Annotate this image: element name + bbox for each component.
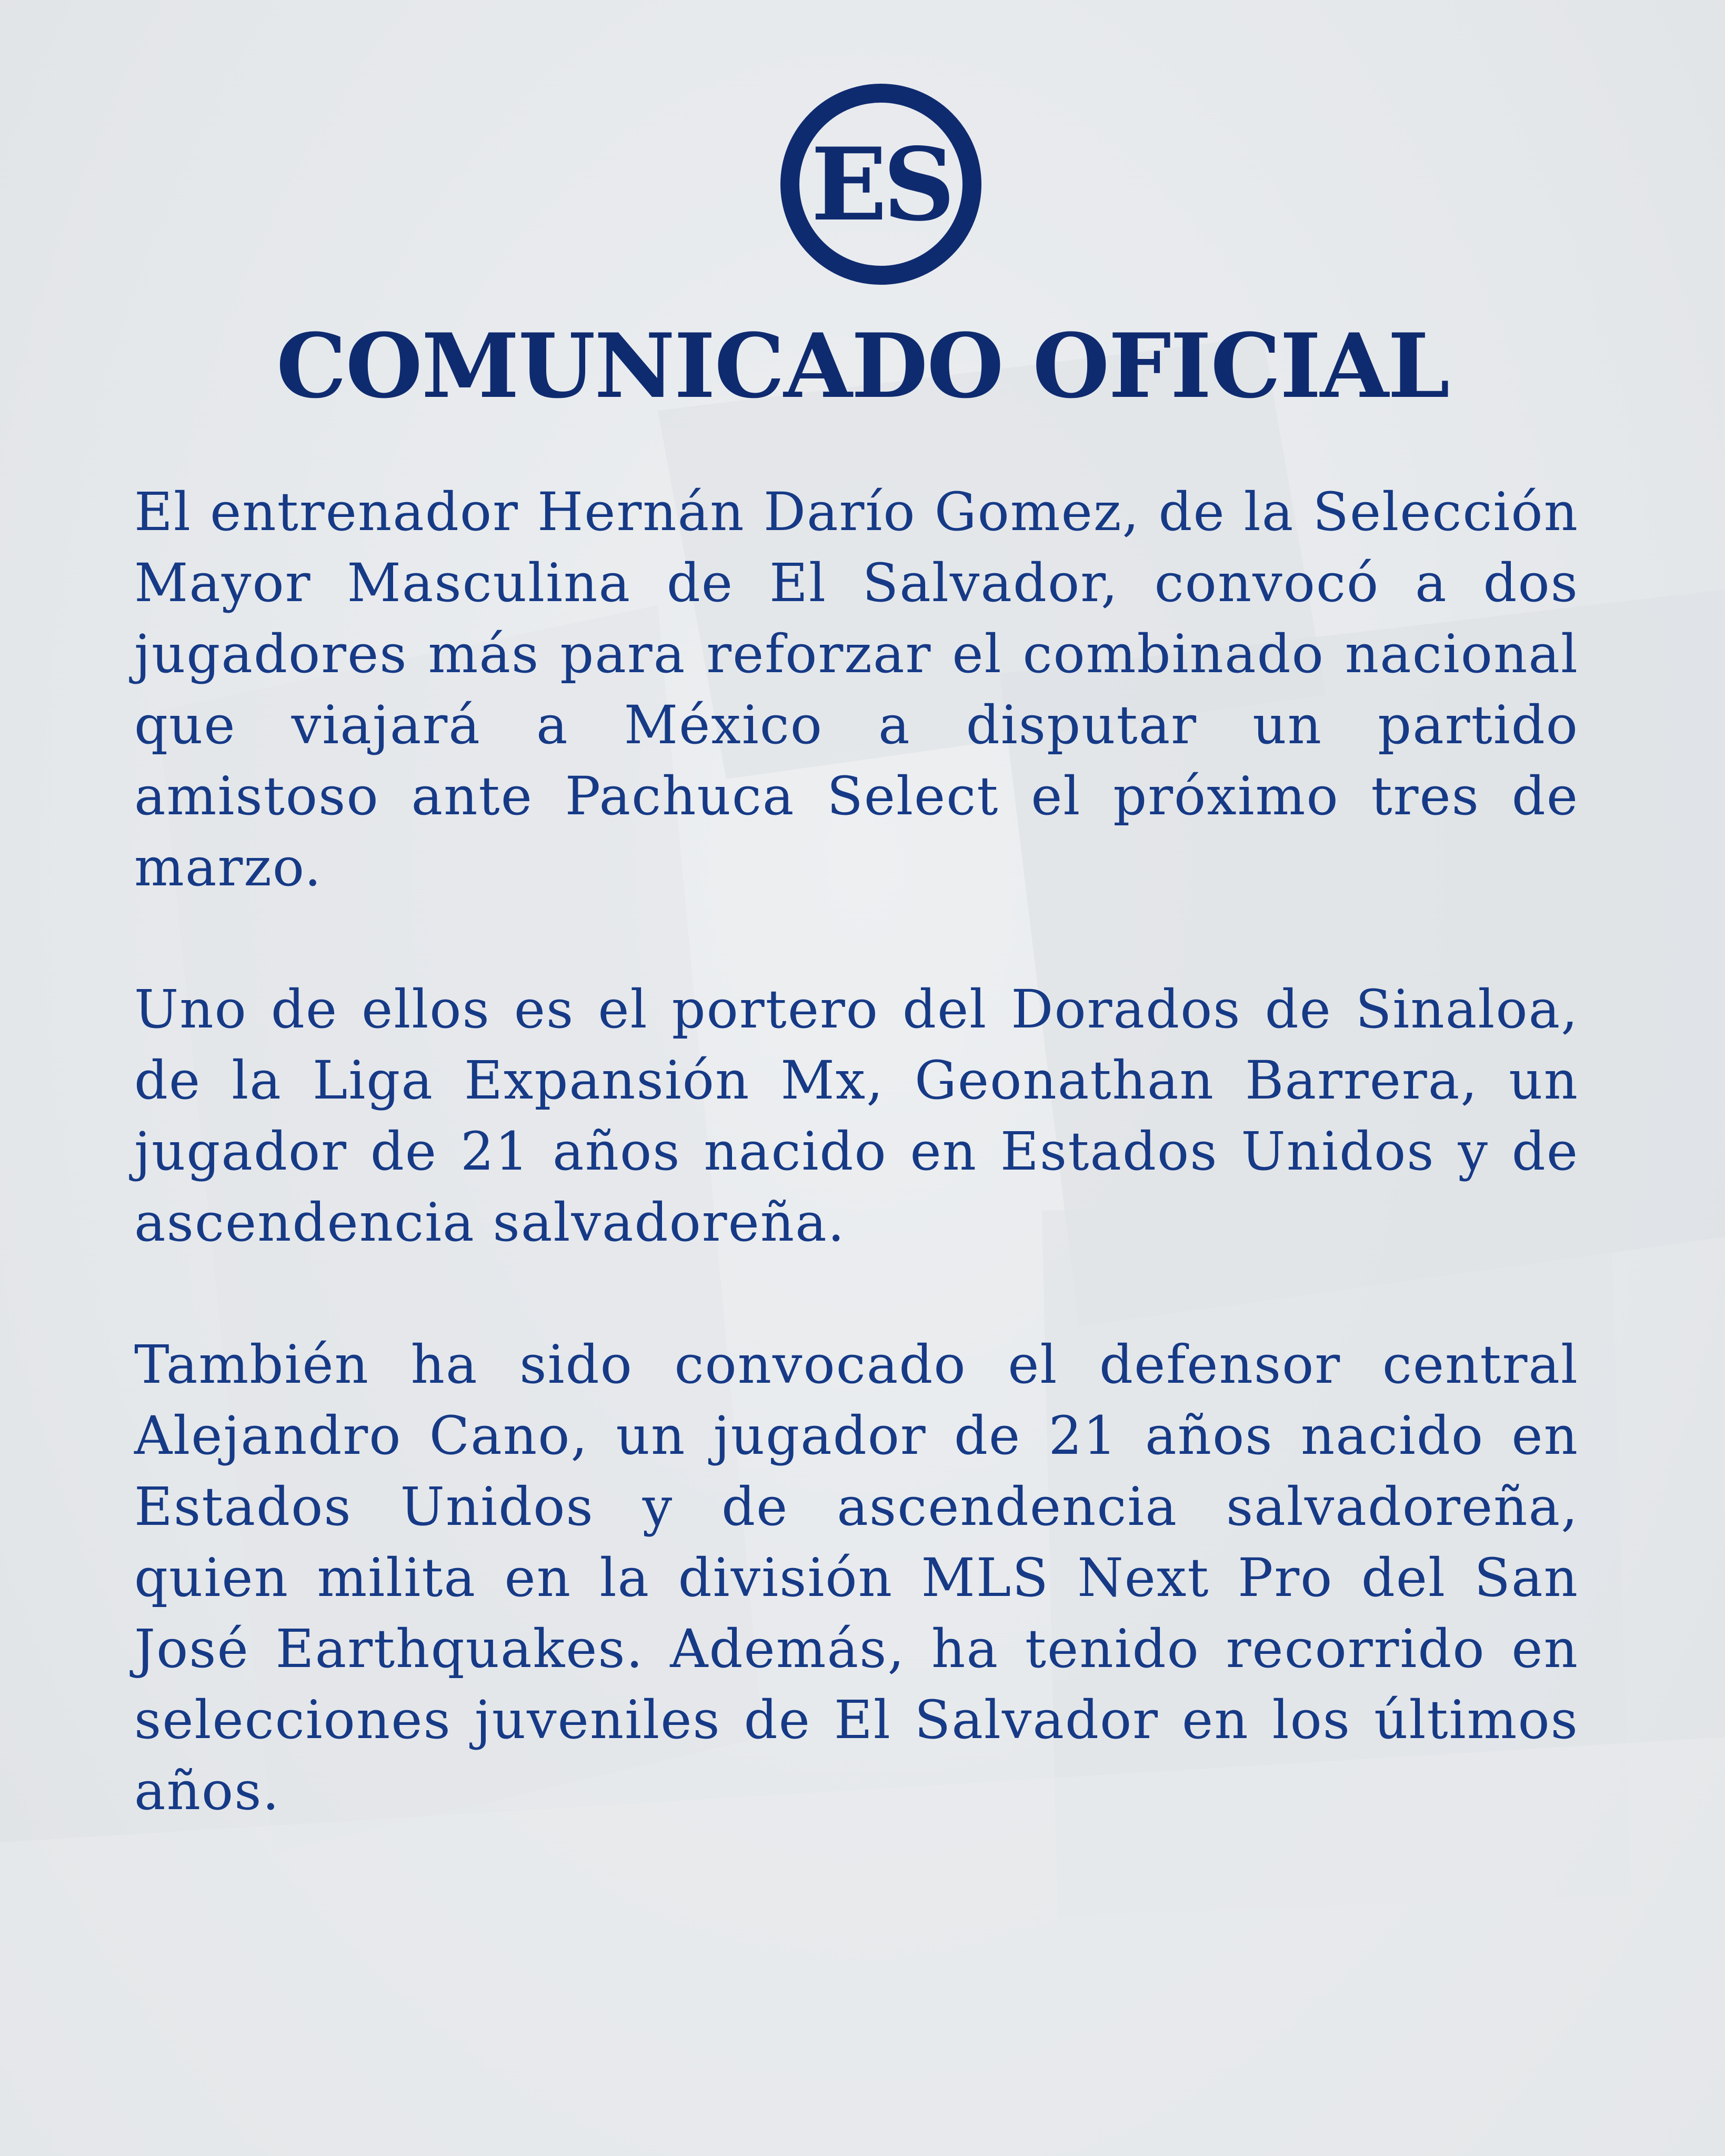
page-title: COMUNICADO OFICIAL: [276, 314, 1449, 418]
logo-text: ES: [810, 126, 951, 243]
es-logo: [778, 82, 984, 287]
announcement-body: [134, 476, 1579, 1898]
paragraph-1: El entrenador Hernán Darío Gomez, de la Selección Mayor Masculina de El Salvador, convocó a dos jugadores más para reforzar el combinado nacional que viajará a México a disputar un partido amistoso ante Pachuca Select el próximo tres de marzo.: [134, 481, 1579, 898]
paragraph-2: Uno de ellos es el portero del Dorados de Sinaloa, de la Liga Expansión Mx, Geonathan Barrera, un jugador de 21 años nacido en Estados Unidos y de ascendencia salvadoreña.: [134, 979, 1579, 1253]
paragraph-3: También ha sido convocado el defensor central Alejandro Cano, un jugador de 21 años nacido en Estados Unidos y de ascendencia salvadoreña, quien milita en la división MLS Next Pro del San José Earthquakes. Además, ha tenido recorrido en selecciones juveniles de El Salvador en los últimos años.: [134, 1334, 1579, 1822]
